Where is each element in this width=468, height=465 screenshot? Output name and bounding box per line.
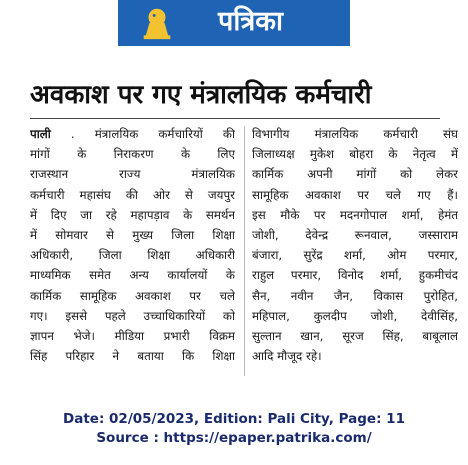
article-line: महिपाल, कुलदीप जोशी, देवीसिंह,: [252, 308, 458, 323]
article-line: कार्मिक सामूहिक अवकाश पर चले: [30, 288, 235, 303]
article-line: आदि मौजूद रहे।: [252, 349, 322, 364]
article-line: गए। इससे पहले उच्चाधिकारियों को: [30, 308, 235, 323]
article-column-left: [30, 124, 235, 366]
article-column-right: [252, 124, 458, 366]
article-line: बंजारा, सुरेंद्र शर्मा, ओम परमार,: [252, 248, 458, 263]
edition-date-line: Date: 02/05/2023, Edition: Pali City, Page: 11: [63, 411, 405, 427]
article-line: जिलाध्यक्ष मुकेश बोहरा के नेतृत्व में: [252, 147, 458, 162]
article-line: अधिकारी, जिला शिक्षा अधिकारी: [30, 248, 235, 263]
masthead: [118, 0, 350, 46]
lion-emblem-icon: [138, 4, 176, 42]
article-line: विभागीय मंत्रालयिक कर्मचारी संघ: [252, 127, 458, 141]
brand-name[interactable]: पत्रिका: [218, 6, 283, 37]
article-line: राजस्थान राज्य मंत्रालयिक: [30, 167, 235, 182]
article-line-text: मंत्रालयिक कर्मचारियों की: [94, 127, 235, 141]
article-line: में सोमवार से मुख्य जिला शिक्षा: [30, 228, 235, 243]
article-line: राहुल परमार, विनोद शर्मा, हुकमीचंद: [252, 268, 458, 283]
article-line: सिंह परिहार ने बताया कि शिक्षा: [30, 349, 235, 364]
column-divider: [244, 126, 245, 376]
article-line: पाली . मंत्रालयिक कर्मचारियों की: [30, 127, 235, 141]
article-line: सुल्तान खान, सूरज सिंह, बाबूलाल: [252, 329, 458, 344]
article-line: मांगों के निराकरण के लिए: [30, 147, 235, 162]
article-line: सैन, नवीन जैन, विकास पुरोहित,: [252, 288, 458, 303]
headline: अवकाश पर गए मंत्रालयिक कर्मचारी: [30, 80, 372, 110]
article-line: ज्ञापन भेजे। मीडिया प्रभारी विक्रम: [30, 329, 235, 344]
article-line: कर्मचारी महासंघ की ओर से जयपुर: [30, 187, 235, 202]
article-line: इस मौके पर मदनगोपाल शर्मा, हेमंत: [252, 207, 458, 222]
article-line: माध्यमिक समेत अन्य कार्यालयों के: [30, 268, 235, 283]
source-line: Source : https://epaper.patrika.com/: [96, 430, 372, 446]
dateline: पाली: [30, 127, 51, 141]
article-line: कार्मिक अपनी मांगों को लेकर: [252, 167, 458, 182]
headline-rule: [30, 118, 440, 119]
article-line: जोशी, देवेन्द्र रूनवाल, जस्साराम: [252, 228, 458, 243]
article-line: में दिए जा रहे महापड़ाव के समर्थन: [30, 207, 235, 222]
article-line: सामूहिक अवकाश पर चले गए हैं।: [252, 187, 458, 202]
